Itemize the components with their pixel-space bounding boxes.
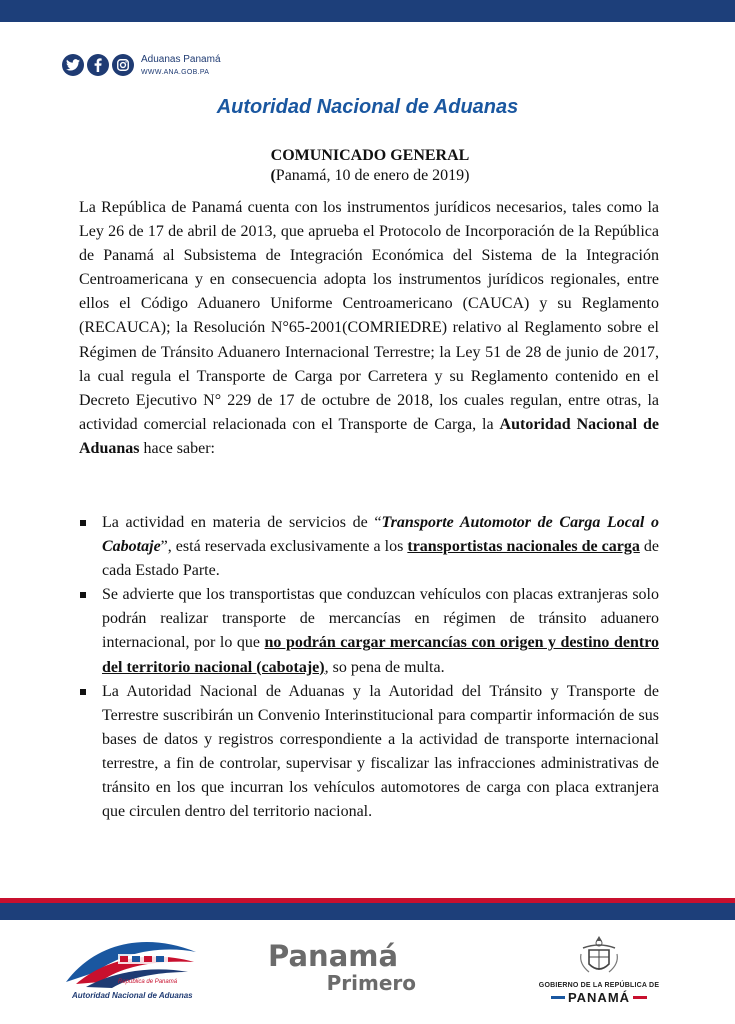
bullet-text: La actividad en materia de servicios de “	[102, 514, 382, 531]
instagram-icon[interactable]	[112, 54, 134, 76]
bullet-underlined: no podrán cargar mercancías con origen y destino dentro del territorio nacional (cabotaje)	[102, 634, 660, 676]
coat-of-arms-icon	[577, 934, 621, 978]
intro-text: La República de Panamá cuenta con los instrumentos jurídicos necesarios, tales como la Ley 26 de 17 de abril de 2013, que aprueba el Protocolo de Incorporación de la República de Panamá al Subsistema de Integración Económica del Sistema de la Integración Centroamericana y en consecuencia adopta los instrumentos jurídicos regionales, entre ellos el Código Aduanero Uniforme Centroamericano (CAUCA) y su Reglamento (RECAUCA); la Resolución N°65-2001(COMRIEDRE) relativo al Reglamento sobre el Régimen de Tránsito Aduanero Internacional Terrestre; la Ley 51 de 28 de junio de 2017, la cual regula el Transporte de Carga por Carretera y su Reglamento contenido en el Decreto Ejecutivo N° 229 de 17 de octubre de 2018, los cuales regulan, entre otras, la actividad comercial relacionada con el Transporte de Carga, la	[79, 199, 659, 433]
notice-date	[0, 166, 735, 186]
social-handle	[141, 53, 221, 78]
notice-title: COMUNICADO GENERAL	[270, 147, 470, 164]
top-banner-bar	[0, 0, 735, 22]
twitter-icon[interactable]	[62, 54, 84, 76]
panama-primero-logo	[268, 940, 418, 994]
logo-agency-text: Autoridad Nacional de Aduanas	[72, 991, 193, 1000]
gov-line-1: GOBIERNO DE LA REPÚBLICA DE	[538, 982, 660, 989]
date-open-paren: (	[270, 167, 276, 184]
notice-heading	[0, 146, 735, 186]
bullet-square-icon	[80, 592, 86, 598]
flag-blue-bar	[551, 996, 565, 999]
bullet-text: Se advierte que los transportistas que conduzcan vehículos con placas extranjeras solo podrán realizar transporte de mercancías en régimen de tránsito aduanero internacional, por lo que	[102, 586, 659, 652]
bullet-text: , so pena de multa.	[324, 658, 445, 676]
intro-bold: Autoridad Nacional de Aduanas	[79, 415, 659, 457]
bullet-item-convenio	[79, 680, 659, 825]
notice-bullet-list	[79, 511, 659, 824]
date-text: Panamá, 10 de enero de 2019)	[275, 167, 470, 184]
government-logo	[533, 934, 665, 1005]
bottom-banner-bar	[0, 898, 735, 920]
social-name: Aduanas Panamá	[141, 53, 221, 65]
bullet-text: ”, está reservada exclusivamente a los	[160, 538, 408, 556]
logo-small-text: República de Panamá	[118, 979, 178, 985]
bullet-text: de cada Estado Parte.	[102, 538, 659, 580]
bottom-red-stripe	[0, 898, 735, 903]
aduanas-logo	[56, 932, 206, 1008]
slogan-word-1: Panamá	[268, 939, 399, 973]
bullet-bold-italic: Transporte Automotor de Carga Local o Cabotaje	[102, 514, 659, 556]
social-links	[62, 52, 221, 78]
bullet-underlined: transportistas nacionales de carga	[407, 538, 640, 556]
slogan-word-2: Primero	[326, 971, 416, 995]
bullet-item-cabotaje	[79, 511, 659, 583]
bullet-square-icon	[80, 689, 86, 695]
bullet-square-icon	[80, 520, 86, 526]
intro-end: hace saber:	[139, 439, 215, 457]
bullet-text: La Autoridad Nacional de Aduanas y la Autoridad del Tránsito y Transporte de Terrestre suscribirán un Convenio Interinstitucional para compartir información de sus bases de datos y registros correspondiente a la actividad de transporte internacional terrestre, a fin de controlar, supervisar y fiscalizar las infracciones administrativas de tránsito en los que incurran los vehículos automotores de carga con placa extranjera que circulen dentro del territorio nacional.	[102, 682, 659, 821]
website-url[interactable]: WWW.ANA.GOB.PA	[141, 68, 210, 76]
facebook-icon[interactable]	[87, 54, 109, 76]
gov-line-2: PANAMÁ	[567, 990, 631, 1005]
flag-red-bar	[633, 996, 647, 999]
intro-paragraph	[79, 196, 659, 461]
bullet-item-foreign-plates	[79, 583, 659, 679]
gov-line-2-row	[533, 990, 665, 1005]
authority-title: Autoridad Nacional de Aduanas	[216, 96, 519, 118]
